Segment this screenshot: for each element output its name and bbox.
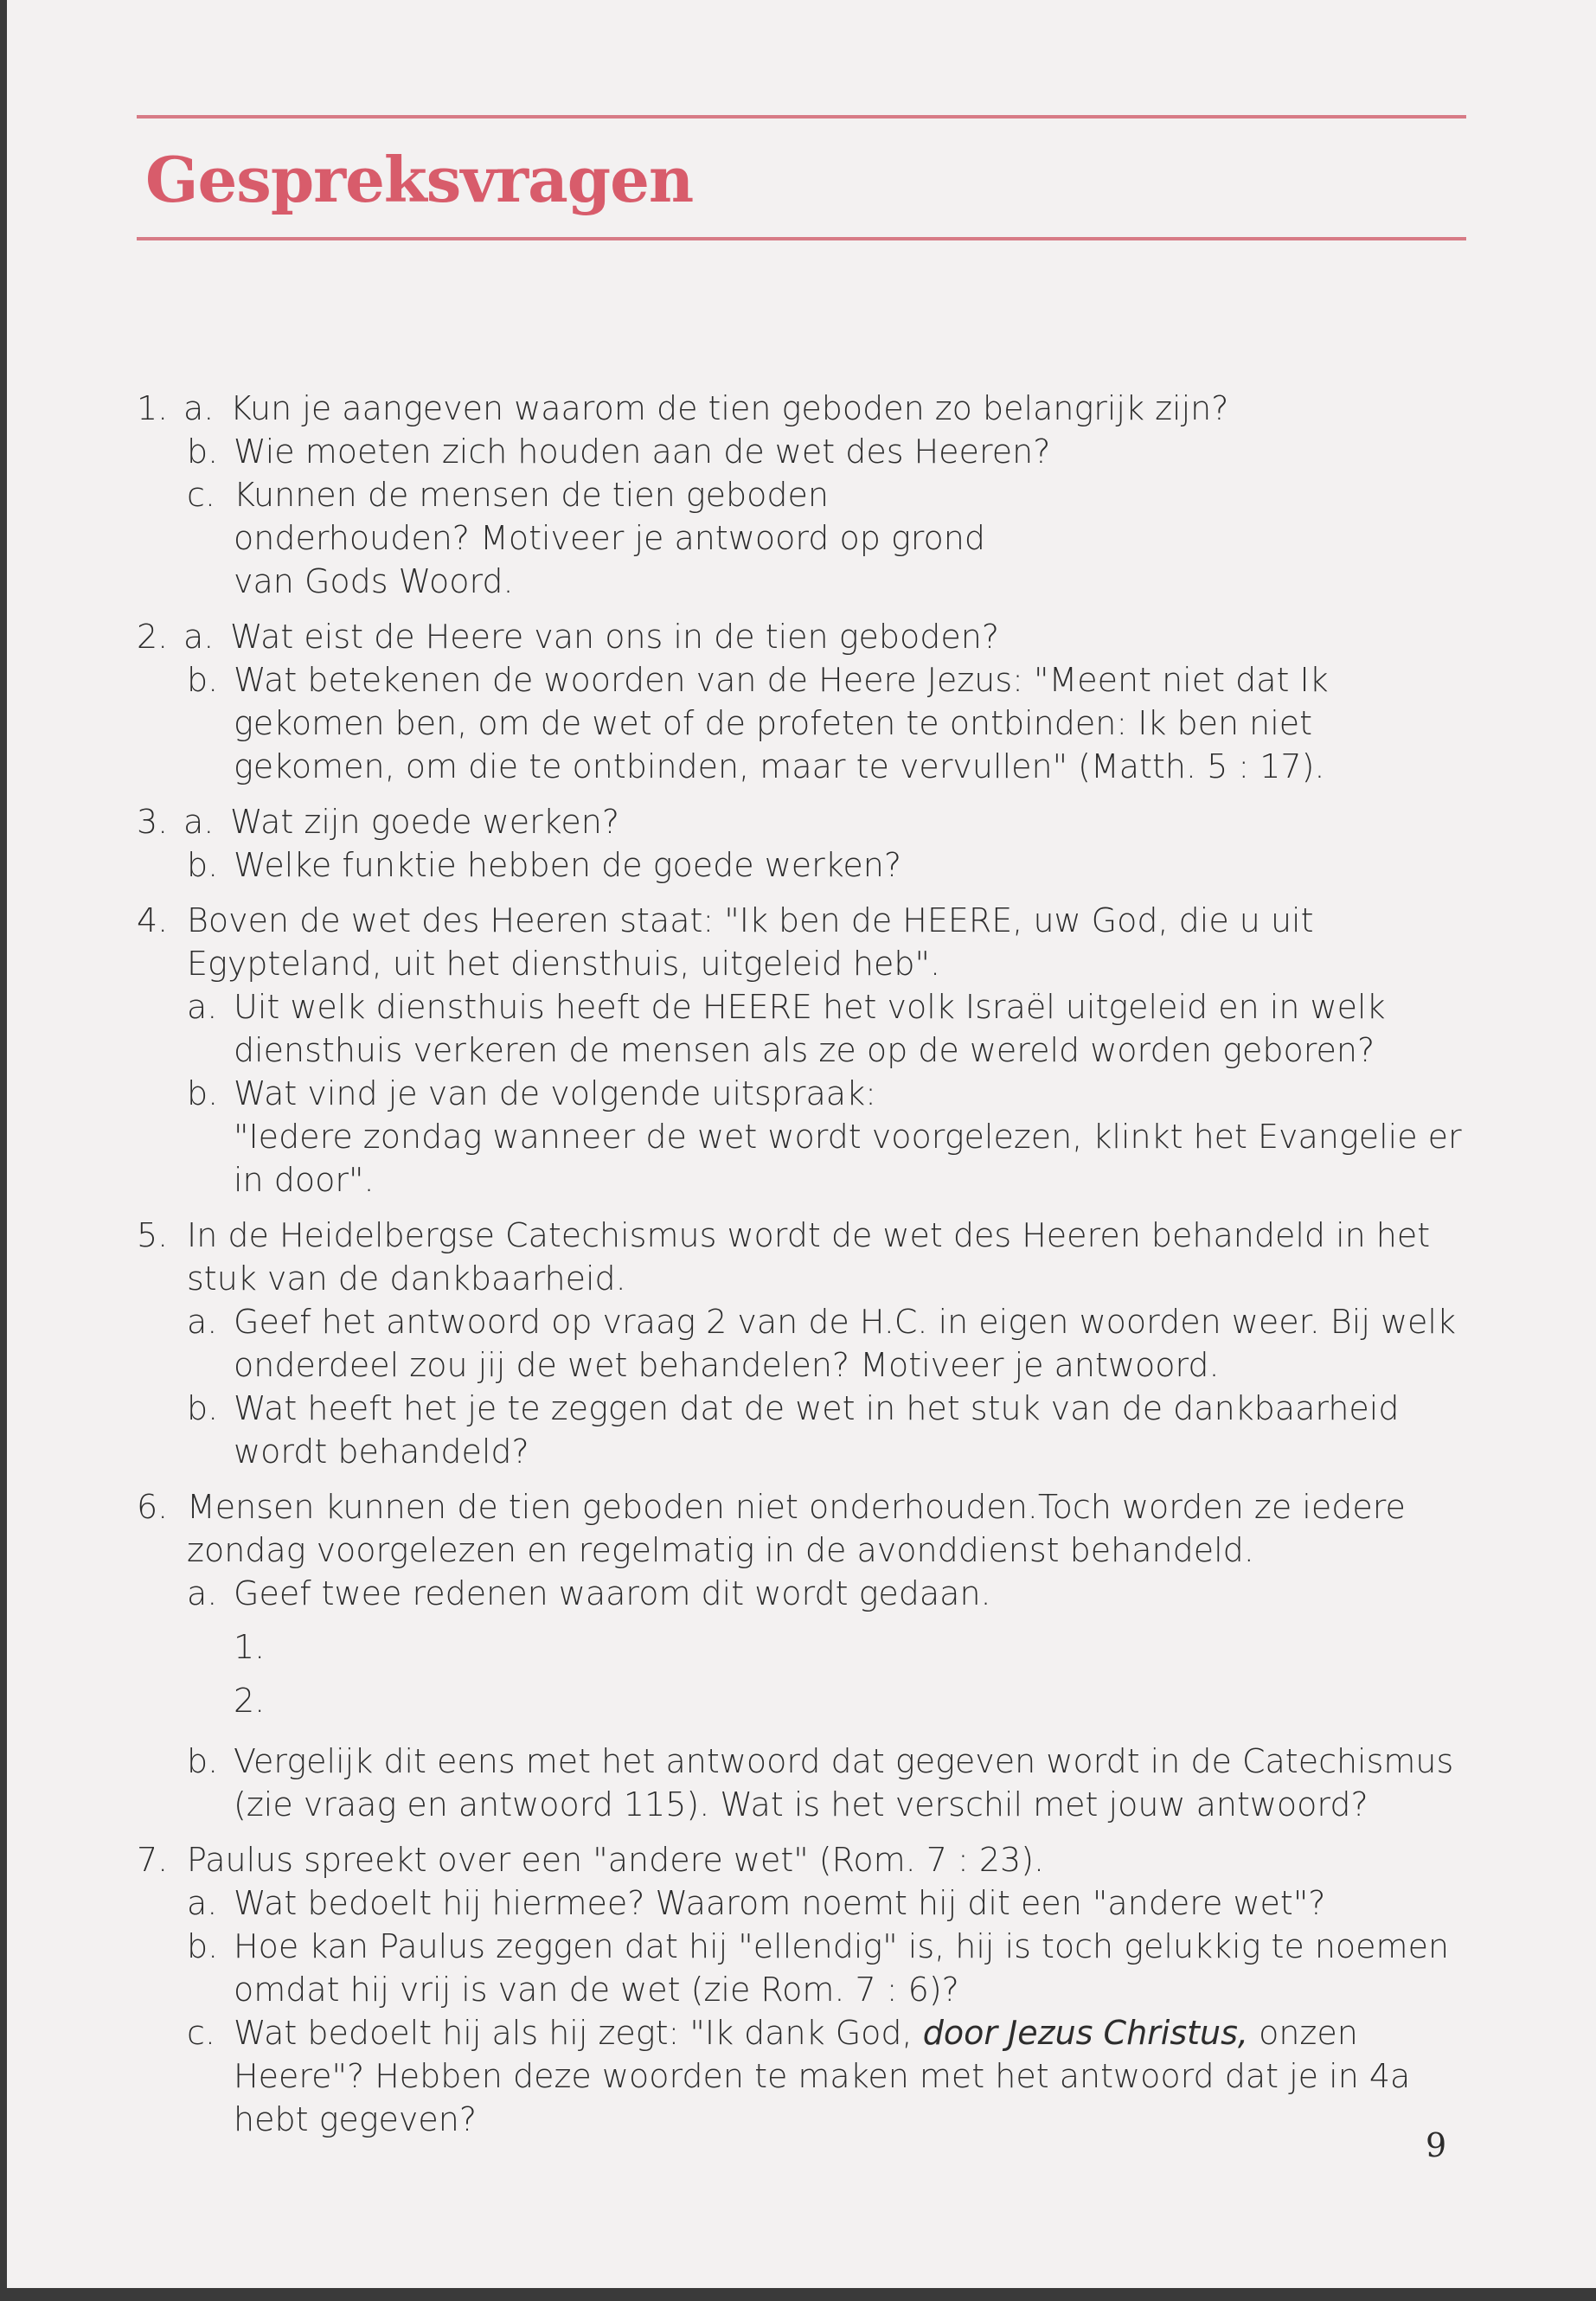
sub-text: Wat heeft het je te zeggen dat de wet in het stuk van de dankbaarheid wordt behandeld? [234, 1389, 1400, 1471]
sub-letter: a. [183, 803, 215, 841]
sub-letter: a. [187, 1884, 218, 1922]
question-6a [187, 1572, 1486, 1615]
sub-text: Wat zijn goede werken? [230, 803, 620, 841]
question-1 [137, 387, 1486, 603]
quote-text: "Iedere zondag wanneer de wet wordt voorgelezen, klinkt het Evangelie er in door". [234, 1118, 1462, 1199]
sub-letter: c. [187, 2014, 215, 2052]
sub-text: Kunnen de mensen de tien geboden onderhouden? Motiveer je antwoord op grond van Gods Woord. [234, 476, 985, 600]
question-5b [187, 1387, 1486, 1473]
sub-text: Welke funktie hebben de goede werken? [234, 846, 902, 884]
question-number: 6. [137, 1488, 169, 1526]
question-4b [187, 1072, 1486, 1202]
sub-letter: b. [187, 1074, 219, 1112]
sub-text-before: Wat bedoelt hij als hij zegt: "Ik dank God, [234, 2014, 913, 2052]
question-4 [137, 899, 1486, 1202]
sub-text: Vergelijk dit eens met het antwoord dat gegeven wordt in de Catechismus (zie vraag en antwoord 115). Wat is het verschil met jouw antwoord? [234, 1742, 1454, 1823]
page [7, 0, 1596, 2288]
question-6b [187, 1740, 1486, 1826]
sub-text: Geef het antwoord op vraag 2 van de H.C. in eigen woorden weer. Bij welk onderdeel zou jij de wet behandelen? Motiveer je antwoord. [234, 1303, 1456, 1384]
sub-letter: b. [187, 1389, 219, 1427]
answer-blanks [187, 1625, 1486, 1733]
page-title: Gespreksvragen [145, 143, 694, 216]
question-6-intro: Mensen kunnen de tien geboden niet onderhouden.Toch worden ze iedere zondag voorgelezen en regelmatig in de avonddienst behandeld. [187, 1488, 1406, 1569]
question-2a [183, 615, 1486, 658]
sub-text: Wat bedoelt hij hiermee? Waarom noemt hij dit een "andere wet"? [234, 1884, 1326, 1922]
question-number: 4. [137, 901, 169, 939]
sub-text: Geef twee redenen waarom dit wordt gedaan. [234, 1574, 991, 1612]
question-number: 7. [137, 1841, 169, 1879]
sub-text: Hoe kan Paulus zeggen dat hij "ellendig" is, hij is toch gelukkig te noemen omdat hij vrij is van de wet (zie Rom. 7 : 6)? [234, 1927, 1450, 2009]
sub-letter: a. [187, 1303, 218, 1341]
question-1c [187, 473, 1486, 603]
sub-text-after: onzen Heere"? Hebben deze woorden te maken met het antwoord dat je in 4a hebt gegeven? [234, 2014, 1411, 2138]
question-7b [187, 1925, 1486, 2011]
sub-text: Wie moeten zich houden aan de wet des Heeren? [234, 433, 1051, 471]
question-3b [187, 843, 1486, 887]
question-number: 1. [137, 389, 169, 427]
question-number: 5. [137, 1216, 169, 1254]
sub-text: Wat eist de Heere van ons in de tien geboden? [230, 618, 1000, 656]
sub-letter: b. [187, 846, 219, 884]
sub-letter: a. [187, 988, 218, 1026]
sub-letter: a. [183, 389, 215, 427]
sub-letter: b. [187, 1742, 219, 1780]
question-2b [187, 658, 1486, 788]
question-5-intro: In de Heidelbergse Catechismus wordt de wet des Heeren behandeld in het stuk van de dankbaarheid. [187, 1216, 1431, 1298]
sub-text-italic: door Jezus Christus, [922, 2014, 1248, 2052]
answer-blank-2: 2. [234, 1682, 266, 1720]
question-7-intro: Paulus spreekt over een "andere wet" (Rom. 7 : 23). [187, 1841, 1045, 1879]
question-4-intro: Boven de wet des Heeren staat: "Ik ben de HEERE, uw God, die u uit Egypteland, uit het diensthuis, uitgeleid heb". [187, 901, 1314, 983]
sub-letter: b. [187, 661, 219, 699]
page-number: 9 [1426, 2126, 1447, 2164]
question-7a [187, 1881, 1486, 1925]
sub-letter: c. [187, 476, 215, 514]
question-6 [137, 1485, 1486, 1826]
question-4a [187, 985, 1486, 1072]
bottom-rule [137, 237, 1466, 240]
sub-text: Uit welk diensthuis heeft de HEERE het volk Israël uitgeleid en in welk diensthuis verkeren de mensen als ze op de wereld worden geboren? [234, 988, 1386, 1069]
sub-text: Wat vind je van de volgende uitspraak: [234, 1074, 876, 1112]
question-3 [137, 800, 1486, 887]
top-rule [137, 115, 1466, 119]
question-number: 3. [137, 803, 169, 841]
question-list [137, 387, 1486, 2153]
question-3a [183, 800, 1486, 843]
question-7 [137, 1838, 1486, 2141]
answer-blank-1: 1. [234, 1628, 266, 1666]
sub-letter: b. [187, 433, 219, 471]
sub-text: Wat betekenen de woorden van de Heere Jezus: "Meent niet dat Ik gekomen ben, om de wet of de profeten te ontbinden: Ik ben niet gekomen, om die te ontbinden, maar te vervullen" (Matth. 5 : 17). [234, 661, 1329, 785]
question-2 [137, 615, 1486, 788]
sub-text: Kun je aangeven waarom de tien geboden zo belangrijk zijn? [230, 389, 1229, 427]
question-number: 2. [137, 618, 169, 656]
question-1b [187, 430, 1486, 473]
sub-letter: a. [183, 618, 215, 656]
sub-letter: b. [187, 1927, 219, 1965]
question-1a [183, 387, 1486, 430]
question-5a [187, 1300, 1486, 1387]
question-5 [137, 1214, 1486, 1473]
question-7c [187, 2011, 1486, 2141]
sub-letter: a. [187, 1574, 218, 1612]
